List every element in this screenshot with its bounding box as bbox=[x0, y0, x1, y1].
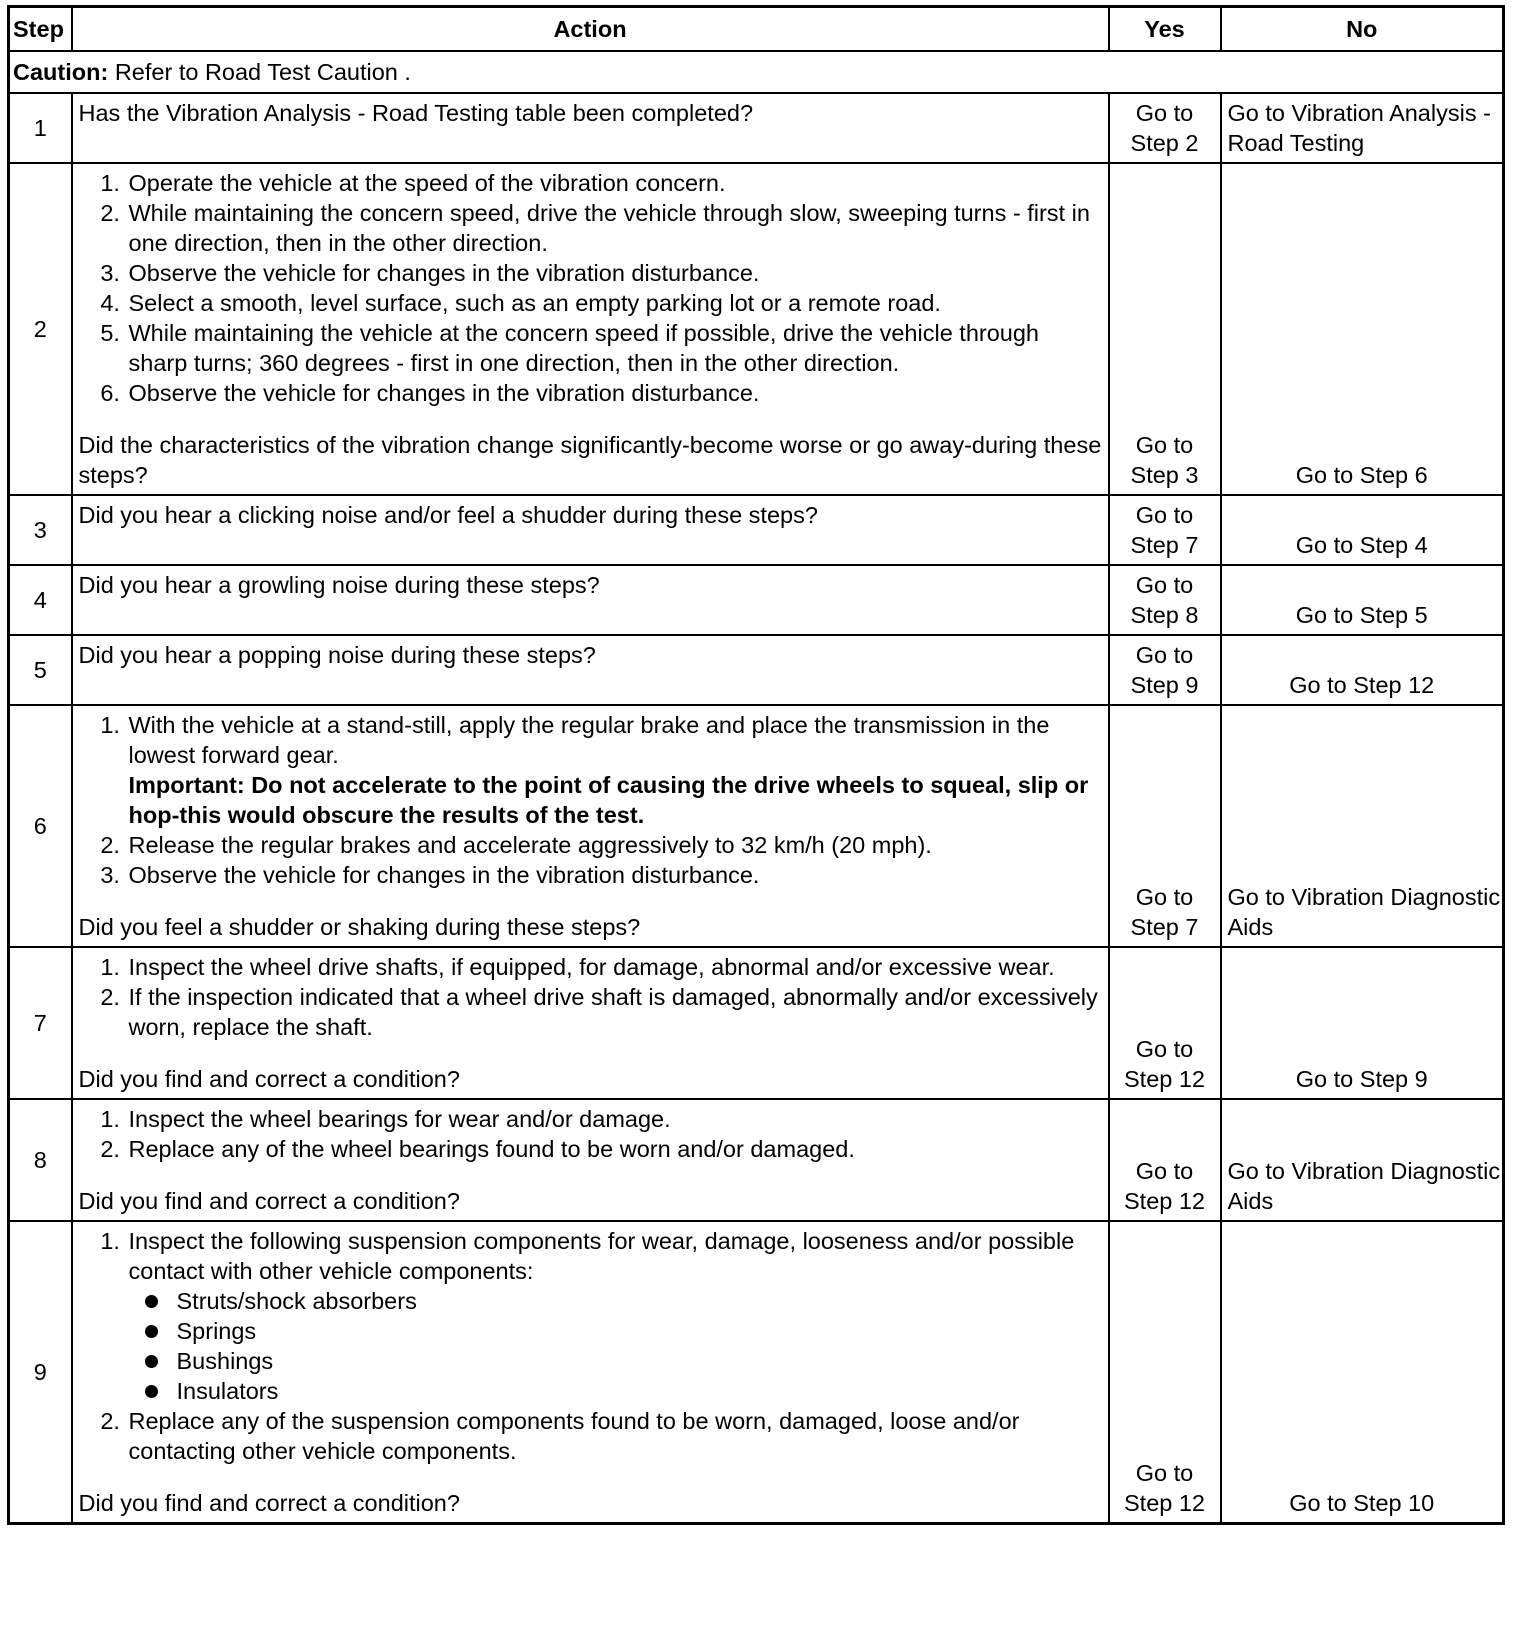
list-item bbox=[127, 1226, 1102, 1406]
no-cell: Go to Vibration Analysis - Road Testing bbox=[1221, 93, 1504, 163]
bullet-text: Bushings bbox=[176, 1348, 274, 1374]
caution-text: Refer to Road Test Caution . bbox=[108, 59, 411, 85]
list-item: 1. Inspect the wheel drive shafts, if equipped, for damage, abnormal and/or excessive wear. bbox=[127, 952, 1102, 982]
question-text: Did you feel a shudder or shaking during these steps? bbox=[78, 914, 641, 940]
list-item: 4. Select a smooth, level surface, such as an empty parking lot or a remote road. bbox=[127, 288, 1102, 318]
bullet-icon bbox=[145, 1325, 158, 1338]
caution-row bbox=[9, 51, 1504, 93]
yes-cell: Go to Step 7 bbox=[1109, 495, 1221, 565]
action-list bbox=[79, 1226, 1102, 1466]
list-item: 2. Replace any of the suspension components found to be worn, damaged, loose and/or contacting other vehicle components. bbox=[127, 1406, 1102, 1466]
action-list bbox=[79, 168, 1102, 408]
yes-cell: Go to Step 12 bbox=[1109, 1099, 1221, 1221]
action-cell bbox=[72, 565, 1109, 635]
header-no: No bbox=[1221, 7, 1504, 52]
caution-cell bbox=[9, 51, 1504, 93]
yes-cell: Go to Step 2 bbox=[1109, 93, 1221, 163]
bullet-item bbox=[175, 1316, 1102, 1346]
yes-cell: Go to Step 9 bbox=[1109, 635, 1221, 705]
table-row bbox=[9, 163, 1504, 495]
no-cell: Go to Step 4 bbox=[1221, 495, 1504, 565]
action-cell bbox=[72, 93, 1109, 163]
important-note: Important: Do not accelerate to the point of causing the drive wheels to squeal, slip or hop-this would obscure the results of the test. bbox=[128, 772, 1089, 828]
bullet-icon bbox=[145, 1295, 158, 1308]
action-cell bbox=[72, 705, 1109, 947]
yes-cell: Go to Step 3 bbox=[1109, 163, 1221, 495]
list-item: 2. If the inspection indicated that a wheel drive shaft is damaged, abnormally and/or excessively worn, replace the shaft. bbox=[127, 982, 1102, 1042]
yes-cell: Go to Step 8 bbox=[1109, 565, 1221, 635]
bullet-icon bbox=[145, 1385, 158, 1398]
bullet-text: Insulators bbox=[176, 1378, 279, 1404]
caution-label: Caution: bbox=[13, 59, 109, 85]
yes-cell: Go to Step 7 bbox=[1109, 705, 1221, 947]
table-row bbox=[9, 705, 1504, 947]
table-row bbox=[9, 947, 1504, 1099]
yes-cell: Go to Step 12 bbox=[1109, 947, 1221, 1099]
step-number: 7 bbox=[9, 947, 72, 1099]
list-item: 2. Replace any of the wheel bearings found to be worn and/or damaged. bbox=[127, 1134, 1102, 1164]
step-number: 5 bbox=[9, 635, 72, 705]
step-number: 8 bbox=[9, 1099, 72, 1221]
bullet-item bbox=[175, 1376, 1102, 1406]
step-number: 3 bbox=[9, 495, 72, 565]
step-number: 4 bbox=[9, 565, 72, 635]
diagnostic-table bbox=[7, 5, 1505, 1525]
header-step: Step bbox=[9, 7, 72, 52]
yes-cell: Go to Step 12 bbox=[1109, 1221, 1221, 1524]
table-row bbox=[9, 565, 1504, 635]
list-item: 2. While maintaining the concern speed, drive the vehicle through slow, sweeping turns - first in one direction, then in the other direction. bbox=[127, 198, 1102, 258]
header-yes: Yes bbox=[1109, 7, 1221, 52]
action-list bbox=[79, 1104, 1102, 1164]
step-number: 6 bbox=[9, 705, 72, 947]
question-text: Did you hear a clicking noise and/or feel a shudder during these steps? bbox=[78, 502, 818, 528]
no-cell: Go to Vibration Diagnostic Aids bbox=[1221, 705, 1504, 947]
question-text: Did you find and correct a condition? bbox=[78, 1188, 460, 1214]
question-text: Has the Vibration Analysis - Road Testing table been completed? bbox=[78, 100, 754, 126]
list-item-text: With the vehicle at a stand-still, apply the regular brake and place the transmission in the lowest forward gear. bbox=[128, 712, 1050, 768]
header-row bbox=[9, 7, 1504, 52]
list-item: 3. Observe the vehicle for changes in the vibration disturbance. bbox=[127, 860, 1102, 890]
table-row bbox=[9, 93, 1504, 163]
question-text: Did you hear a popping noise during these steps? bbox=[78, 642, 596, 668]
table-row bbox=[9, 495, 1504, 565]
action-cell bbox=[72, 495, 1109, 565]
no-cell: Go to Step 5 bbox=[1221, 565, 1504, 635]
action-cell bbox=[72, 947, 1109, 1099]
list-item-text: Inspect the following suspension components for wear, damage, looseness and/or possible contact with other vehicle components: bbox=[128, 1228, 1075, 1284]
question-text: Did you hear a growling noise during these steps? bbox=[78, 572, 600, 598]
bullet-icon bbox=[145, 1355, 158, 1368]
table-row bbox=[9, 1099, 1504, 1221]
no-cell: Go to Step 6 bbox=[1221, 163, 1504, 495]
list-item: 1. Operate the vehicle at the speed of the vibration concern. bbox=[127, 168, 1102, 198]
question-text: Did the characteristics of the vibration change significantly-become worse or go away-during these steps? bbox=[78, 432, 1102, 488]
action-cell bbox=[72, 163, 1109, 495]
action-list bbox=[79, 952, 1102, 1042]
no-cell: Go to Step 9 bbox=[1221, 947, 1504, 1099]
bullet-item bbox=[175, 1286, 1102, 1316]
bullet-text: Springs bbox=[176, 1318, 257, 1344]
question-text: Did you find and correct a condition? bbox=[78, 1066, 460, 1092]
list-item bbox=[127, 710, 1102, 830]
header-action: Action bbox=[72, 7, 1109, 52]
bullet-text: Struts/shock absorbers bbox=[176, 1288, 417, 1314]
list-item: 3. Observe the vehicle for changes in the vibration disturbance. bbox=[127, 258, 1102, 288]
action-cell bbox=[72, 1099, 1109, 1221]
table-row bbox=[9, 635, 1504, 705]
bullet-list bbox=[129, 1286, 1102, 1406]
action-list bbox=[79, 710, 1102, 890]
table-row bbox=[9, 1221, 1504, 1524]
no-cell: Go to Vibration Diagnostic Aids bbox=[1221, 1099, 1504, 1221]
list-item: 1. Inspect the wheel bearings for wear and/or damage. bbox=[127, 1104, 1102, 1134]
question-text: Did you find and correct a condition? bbox=[78, 1490, 460, 1516]
list-item: 2. Release the regular brakes and accelerate aggressively to 32 km/h (20 mph). bbox=[127, 830, 1102, 860]
list-item: 5. While maintaining the vehicle at the concern speed if possible, drive the vehicle through sharp turns; 360 degrees - first in one direction, then in the other direction. bbox=[127, 318, 1102, 378]
step-number: 1 bbox=[9, 93, 72, 163]
action-cell bbox=[72, 1221, 1109, 1524]
no-cell: Go to Step 12 bbox=[1221, 635, 1504, 705]
step-number: 9 bbox=[9, 1221, 72, 1524]
action-cell bbox=[72, 635, 1109, 705]
list-item: 6. Observe the vehicle for changes in the vibration disturbance. bbox=[127, 378, 1102, 408]
step-number: 2 bbox=[9, 163, 72, 495]
bullet-item bbox=[175, 1346, 1102, 1376]
no-cell: Go to Step 10 bbox=[1221, 1221, 1504, 1524]
